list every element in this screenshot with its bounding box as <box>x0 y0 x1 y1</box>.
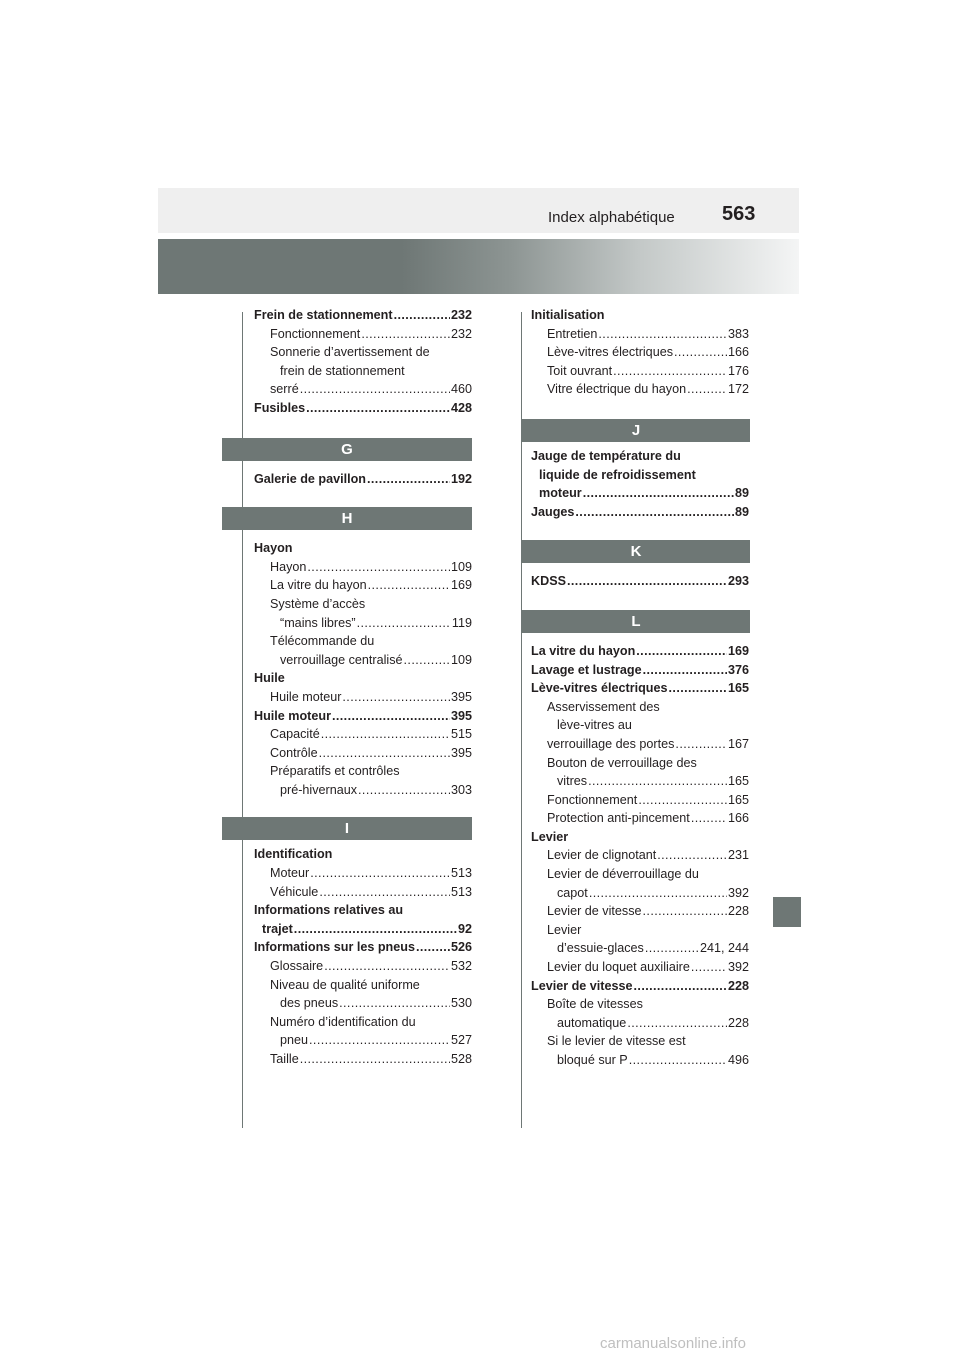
index-entry[interactable]: Frein de stationnement ..... 232 <box>254 306 472 325</box>
index-subentry[interactable]: Fonctionnement ..... 165 <box>531 791 749 810</box>
index-entry[interactable]: Informations sur les pneus ..... 526 <box>254 938 472 957</box>
index-subentry[interactable]: Fonctionnement ..... 232 <box>254 325 472 344</box>
index-subentry[interactable]: Glossaire ..... 532 <box>254 957 472 976</box>
index-entry[interactable]: Levier <box>531 829 569 844</box>
letter-header-h: H <box>222 507 472 530</box>
index-entry[interactable]: Identification <box>254 847 333 862</box>
page-number: 563 <box>722 203 756 225</box>
index-subentry[interactable]: Levier de vitesse ..... 228 <box>531 902 749 921</box>
index-subentry[interactable]: Sonnerie d’avertissement de frein de stationnement serré ..... 460 <box>254 343 472 399</box>
right-index-column <box>531 306 749 1070</box>
letter-header-i: I <box>222 817 472 840</box>
index-entry[interactable]: Informations relatives au trajet ..... 92 <box>254 901 472 938</box>
index-subentry[interactable]: Capacité ..... 515 <box>254 725 472 744</box>
chapter-gradient-band <box>158 239 799 294</box>
index-subentry[interactable]: Bouton de verrouillage des vitres ..... 165 <box>531 754 749 791</box>
index-subentry[interactable]: Hayon ..... 109 <box>254 558 472 577</box>
index-subentry[interactable]: Télécommande du verrouillage centralisé ..... 109 <box>254 632 472 669</box>
index-subentry[interactable]: Entretien ..... 383 <box>531 325 749 344</box>
index-entry[interactable]: Huile <box>254 671 285 686</box>
index-subentry[interactable]: Levier du loquet auxiliaire ..... 392 <box>531 958 749 977</box>
index-entry[interactable]: Hayon <box>254 541 293 556</box>
index-subentry[interactable]: Boîte de vitesses automatique ..... 228 <box>531 995 749 1032</box>
left-column-rule <box>242 312 243 1128</box>
index-subentry[interactable]: Vitre électrique du hayon ..... 172 <box>531 380 749 399</box>
index-entry[interactable]: KDSS ..... 293 <box>531 572 749 591</box>
letter-header-l: L <box>522 610 750 633</box>
index-entry[interactable]: Jauge de température du liquide de refroidissement moteur ..... 89 <box>531 447 749 503</box>
index-subentry[interactable]: Numéro d’identification du pneu ..... 527 <box>254 1013 472 1050</box>
index-subentry[interactable]: Huile moteur ..... 395 <box>254 688 472 707</box>
index-subentry[interactable]: Taille ..... 528 <box>254 1050 472 1069</box>
index-entry[interactable]: La vitre du hayon ..... 169 <box>531 642 749 661</box>
index-subentry[interactable]: Levier de clignotant ..... 231 <box>531 846 749 865</box>
index-entry[interactable]: Lève-vitres électriques ..... 165 <box>531 679 749 698</box>
section-title: Index alphabétique <box>548 209 675 226</box>
index-subentry[interactable]: Si le levier de vitesse est bloqué sur P ..... 496 <box>531 1032 749 1069</box>
letter-header-k: K <box>522 540 750 563</box>
index-subentry[interactable]: Lève-vitres électriques ..... 166 <box>531 343 749 362</box>
index-entry[interactable]: Jauges ..... 89 <box>531 503 749 522</box>
index-subentry[interactable]: Asservissement des lève-vitres au verrouillage des portes ..... 167 <box>531 698 749 754</box>
left-index-column <box>254 306 472 1069</box>
index-entry[interactable]: Lavage et lustrage ..... 376 <box>531 661 749 680</box>
index-subentry[interactable]: Toit ouvrant ..... 176 <box>531 362 749 381</box>
header-band <box>158 188 799 233</box>
chapter-thumb-tab <box>773 897 801 927</box>
index-subentry[interactable]: Véhicule ..... 513 <box>254 883 472 902</box>
letter-header-j: J <box>522 419 750 442</box>
index-subentry[interactable]: Moteur ..... 513 <box>254 864 472 883</box>
index-subentry[interactable]: Levier de déverrouillage du capot ..... 392 <box>531 865 749 902</box>
index-subentry[interactable]: Système d’accès “mains libres” ..... 119 <box>254 595 472 632</box>
index-subentry[interactable]: Contrôle ..... 395 <box>254 744 472 763</box>
index-subentry[interactable]: Protection anti-pincement ..... 166 <box>531 809 749 828</box>
index-entry[interactable]: Fusibles ..... 428 <box>254 399 472 418</box>
index-entry[interactable]: Levier de vitesse ..... 228 <box>531 977 749 996</box>
index-subentry[interactable]: Niveau de qualité uniforme des pneus ..... 530 <box>254 976 472 1013</box>
index-subentry[interactable]: La vitre du hayon ..... 169 <box>254 576 472 595</box>
index-entry[interactable]: Galerie de pavillon ..... 192 <box>254 470 472 489</box>
index-entry[interactable]: Huile moteur ..... 395 <box>254 707 472 726</box>
index-subentry[interactable]: Levier d’essuie-glaces ..... 241, 244 <box>531 921 749 958</box>
watermark: carmanualsonline.info <box>600 1335 746 1352</box>
letter-header-g: G <box>222 438 472 461</box>
index-entry[interactable]: Initialisation <box>531 308 605 322</box>
index-subentry[interactable]: Préparatifs et contrôles pré-hivernaux ..... 303 <box>254 762 472 799</box>
